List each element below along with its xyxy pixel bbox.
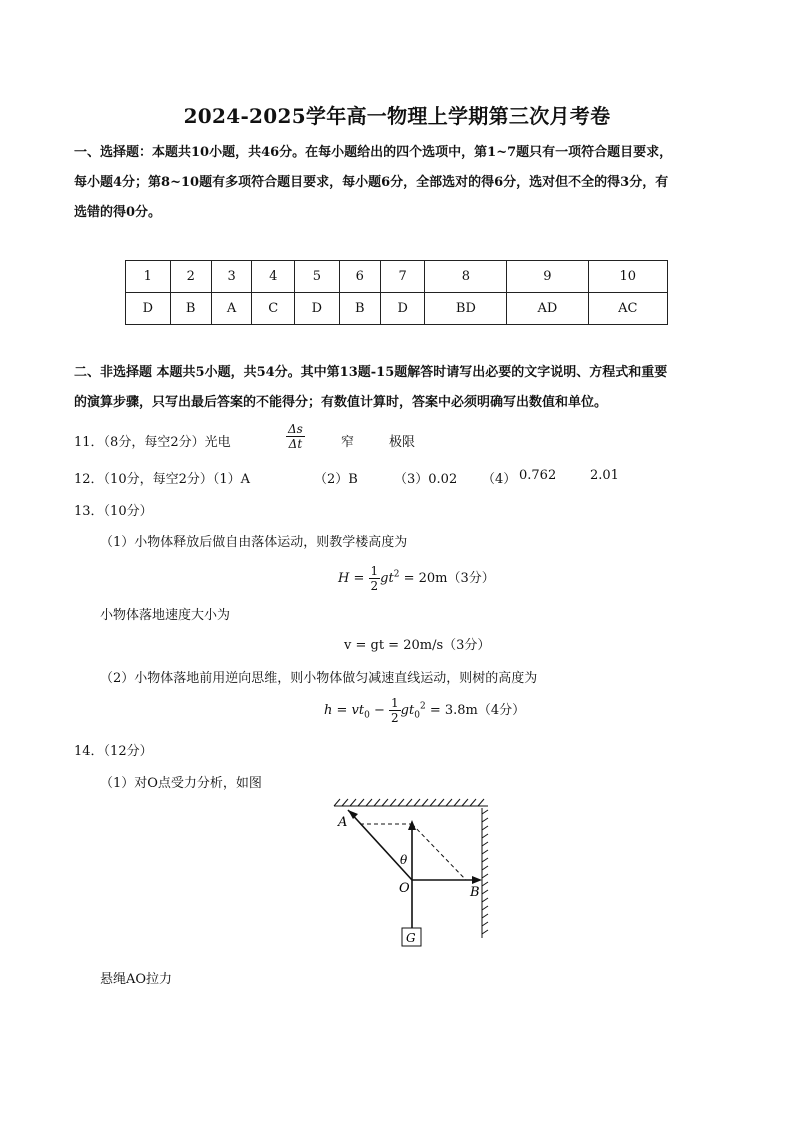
answer-cell: C	[252, 293, 295, 325]
arrow-up	[408, 820, 416, 830]
label-a: A	[338, 815, 348, 830]
answer-cell: BD	[425, 293, 507, 325]
q12-answer-3: （3）0.02	[394, 472, 458, 487]
answer-table	[125, 260, 668, 325]
question-number-cell: 4	[252, 261, 295, 293]
rope-ao	[348, 810, 412, 880]
label-b: B	[470, 885, 480, 900]
q13-formula-height-result: = 20m（3分）	[399, 571, 495, 586]
q12-prefix: 12．（10分，每空2分）（1）A	[74, 472, 251, 487]
answer-cell: D	[126, 293, 171, 325]
label-g: G	[406, 931, 416, 945]
q13-formula-height: H = $\frac{1}{2}$ $gt^2 = 20m(3$分）	[338, 564, 495, 593]
answer-cell: A	[211, 293, 252, 325]
answer-table-number-row	[126, 261, 668, 293]
q13-formula-velocity: v = gt = 20m/s（3分）	[344, 638, 491, 653]
q14-part1-text: （1）对O点受力分析，如图	[100, 776, 262, 791]
answer-cell: AD	[507, 293, 588, 325]
ceiling-hatch	[334, 799, 488, 806]
question-number-cell: 7	[380, 261, 425, 293]
question-number-cell: 3	[211, 261, 252, 293]
question-number-cell: 9	[507, 261, 588, 293]
label-theta: θ	[400, 853, 408, 867]
answer-cell: D	[295, 293, 340, 325]
q11-frac-numerator: Δs	[288, 422, 303, 436]
page-title: 2024-2025学年高一物理上学期第三次月考卷	[183, 104, 611, 128]
question-number-cell: 1	[126, 261, 171, 293]
section1-line1: 一、选择题：本题共10小题，共46分。在每小题给出的四个选项中，第1~7题只有一项符合题目要求，	[74, 145, 673, 160]
section2-line1: 二、非选择题 本题共5小题，共54分。其中第13题-15题解答时请写出必要的文字说明、方程式和重要	[74, 365, 668, 380]
section1-line2: 每小题4分；第8~10题有多项符合题目要求，每小题6分，全部选对的得6分，选对但不全的得3分，有	[74, 175, 669, 190]
q11-answer-3: 窄	[341, 435, 355, 450]
q13-header: 13．（10分）	[74, 504, 153, 519]
answer-cell: AC	[588, 293, 667, 325]
q12-answer-4-label: （4）	[482, 472, 517, 487]
q13-part2-text: （2）小物体落地前用逆向思维，则小物体做匀减速直线运动，则树的高度为	[100, 671, 538, 686]
q13-formula-tree-height: $h = vt_0$ − $\frac{1}{2}$ $gt_0^2 = 3.8m(4$分）	[324, 696, 526, 725]
q11-fraction	[286, 422, 305, 451]
question-number-cell: 10	[588, 261, 667, 293]
question-number-cell: 6	[339, 261, 380, 293]
section1-line3: 选错的得0分。	[74, 205, 162, 220]
arrow-b	[472, 876, 482, 884]
answer-table-answer-row	[126, 293, 668, 325]
question-number-cell: 8	[425, 261, 507, 293]
answer-cell: B	[339, 293, 380, 325]
q11-frac-denominator: Δt	[288, 437, 303, 451]
q12-answer-5: 2.01	[590, 468, 619, 483]
section1-instructions	[74, 138, 734, 228]
answer-cell: D	[380, 293, 425, 325]
force-diagram	[320, 796, 500, 956]
q13-formula-tree-height-result: = 3.8m（4分）	[425, 703, 526, 718]
answer-cell: B	[170, 293, 211, 325]
q14-header: 14．（12分）	[74, 744, 153, 759]
q13-part1-text: （1）小物体释放后做自由落体运动，则教学楼高度为	[100, 535, 408, 550]
question-number-cell: 5	[295, 261, 340, 293]
q14-part1-followup: 悬绳AO拉力	[100, 972, 173, 987]
q11-answer-4: 极限	[389, 435, 416, 450]
q11-prefix: 11．（8分，每空2分）光电	[74, 435, 231, 450]
arrow-a	[348, 810, 358, 819]
wall-hatch	[482, 808, 488, 938]
question-number-cell: 2	[170, 261, 211, 293]
q12-answer-2: （2）B	[314, 472, 358, 487]
section2-instructions	[74, 358, 734, 418]
dashed-diagonal	[412, 824, 466, 880]
q13-velocity-text: 小物体落地速度大小为	[100, 608, 231, 623]
section2-line2: 的演算步骤，只写出最后答案的不能得分；有数值计算时，答案中必须明确写出数值和单位。	[74, 395, 608, 410]
q12-answer-4-value: 0.762	[519, 468, 557, 483]
label-o: O	[399, 881, 410, 896]
